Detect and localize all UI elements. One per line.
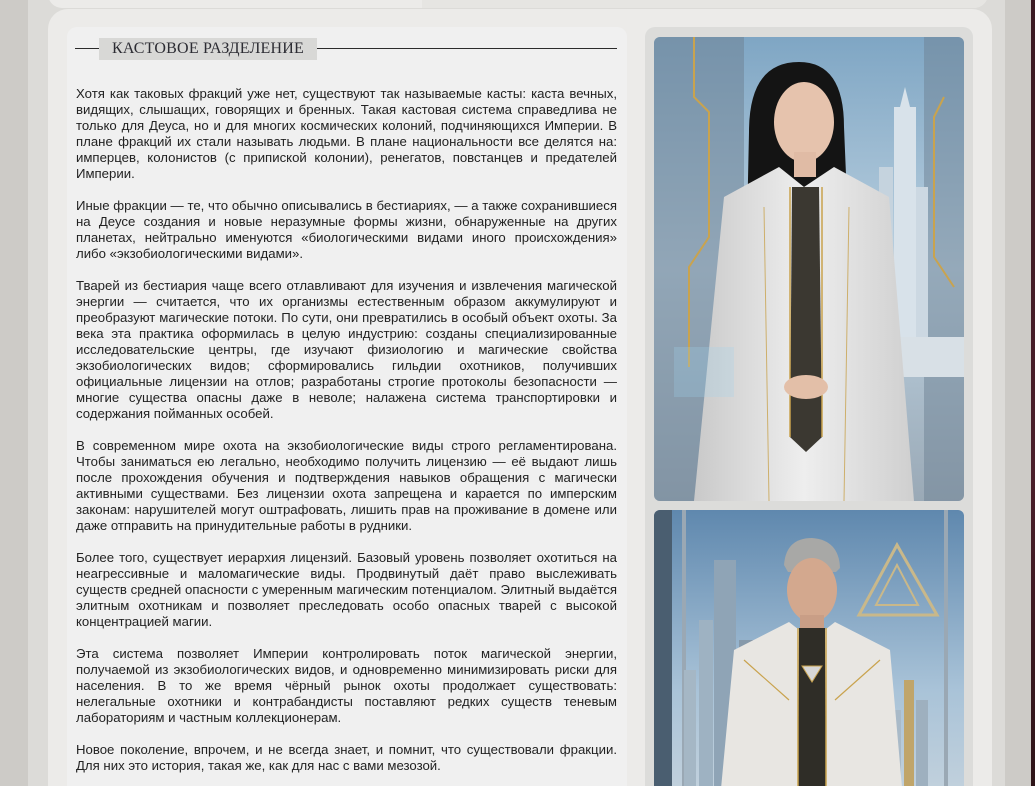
portrait-woman [654,37,964,501]
window-edge [1031,0,1035,786]
paragraph: Эта система позволяет Империи контролировать поток магической энергии, получаемой из экзобиологических видов, и одновременно минимизировать риски для населения. В то же время чёрный рынок охоты продолжает существовать: нелегальные охотники и контрабандисты поставляют редких существ теневым лабораториям и частным коллекционерам. [76,646,617,725]
paragraph: В современном мире охота на экзобиологические виды строго регламентирована. Чтобы заниматься ею легально, необходимо получить лицензию — её выдают лишь после прохождения обучения и подтверждения навыков обращения с магически активными существами. Без лицензии охота запрещена и карается по имперским законам: нарушителей могут оштрафовать, лишить прав на проживание в домене или даже отправить на принудительные работы в рудники. [76,438,617,533]
paragraph: Хотя как таковых фракций уже нет, существуют так называемые касты: каста вечных, видящих, слышащих, говорящих и бренных. Такая кастовая система справедлива не только для Деуса, но и для многих космических колоний, подчиняющихся Империи. В плане фракций их стали называть людьми. В плане национальности все делятся на: имперцев, колонистов (с припиской колонии), ренегатов, повстанцев и предателей Империи. [76,86,617,181]
article-body [76,86,617,786]
portrait-man-illustration [654,510,964,786]
section-header [75,38,617,60]
previous-card-bottom-inner [422,0,988,8]
section-title: КАСТОВОЕ РАЗДЕЛЕНИЕ [99,38,317,60]
paragraph: Иные фракции — те, что обычно описывались в бестиариях, — а также сохранившиеся на Деусе создания и новые неразумные формы жизни, обнаруженные на других планетах, нейтрально именуются «биологическими видами иного происхождения» либо «экзобиологическими видами». [76,198,617,261]
paragraph: Тварей из бестиария чаще всего отлавливают для изучения и извлечения магической энергии — считается, что их организмы естественным образом аккумулируют и преобразуют магические потоки. По сути, они превратились в особый объект охоты. За века эта практика оформилась в целую индустрию: созданы специализированные исследовательские центры, где изучают физиологию и магические свойства экзобиологических видов; сформировались гильдии охотников, получивших официальные лицензии на отлов; разработаны строгие протоколы безопасности — многие существа опасны даже в неволе; налажена система транспортировки и содержания пойманных особей. [76,278,617,421]
header-rule-left [75,48,99,49]
text-panel [67,27,627,786]
portrait-woman-illustration [654,37,964,501]
header-rule-right [317,48,617,49]
paragraph: Более того, существует иерархия лицензий. Базовый уровень позволяет охотиться на неагрессивные и маломагические виды. Продвинутый даёт право выслеживать существ средней опасности с умеренным магическим потенциалом. Элитный выдаётся элитным охотникам и позволяет преследовать особо опасных тварей с высокой концентрацией магии. [76,550,617,629]
image-column [645,27,973,786]
portrait-man [654,510,964,786]
paragraph: Новое поколение, впрочем, и не всегда знает, и помнит, что существовали фракции. Для них это история, такая же, как для нас с вами мезозой. [76,742,617,773]
